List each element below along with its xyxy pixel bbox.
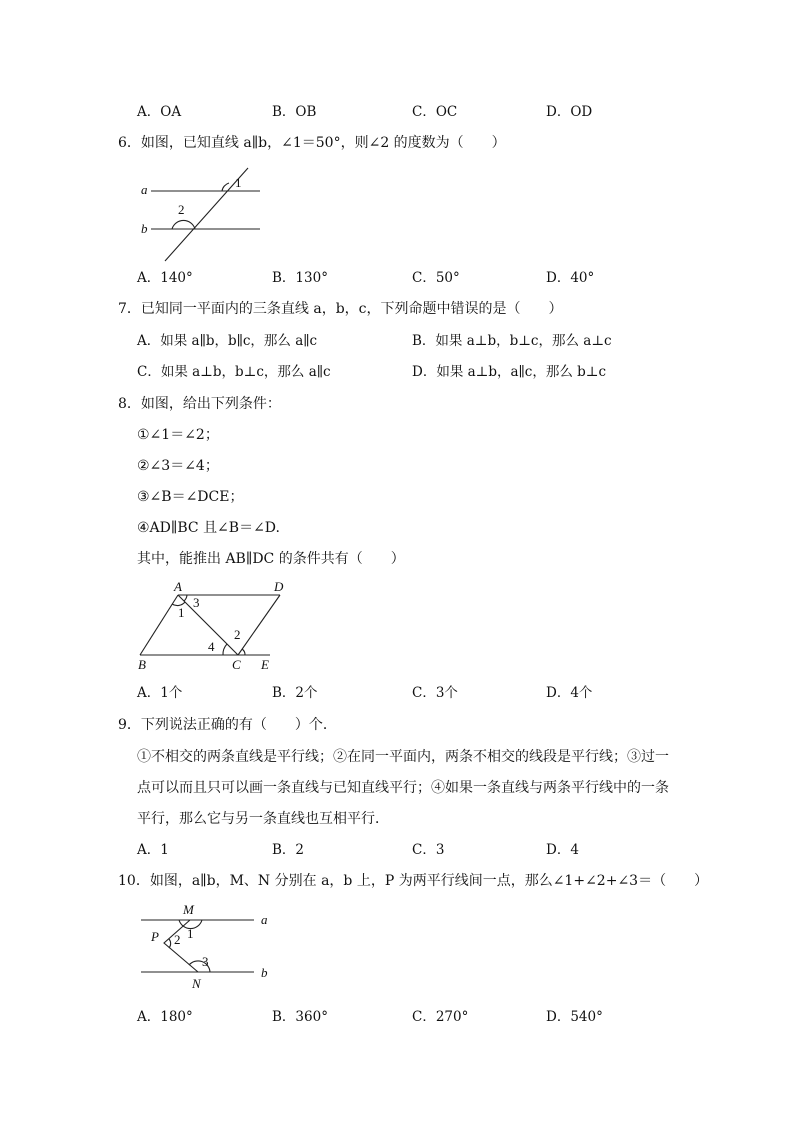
q8-option-d[interactable]: D．4个 — [546, 685, 593, 701]
q5-option-a[interactable]: A．OA — [137, 104, 182, 120]
q10-label-angle2: 2 — [174, 932, 181, 947]
q9-option-a[interactable]: A．1 — [137, 842, 169, 858]
q8-label-angle4: 4 — [208, 639, 215, 654]
q8-option-a[interactable]: A．1个 — [137, 685, 183, 701]
q9-body-line-2: 点可以而且只可以画一条直线与已知直线平行；④如果一条直线与两条平行线中的一条 — [137, 780, 669, 796]
q6-option-c[interactable]: C．50° — [412, 270, 460, 286]
q6-option-b[interactable]: B．130° — [272, 270, 328, 286]
q6-label-a: a — [141, 182, 148, 197]
q8-label-b: B — [138, 657, 146, 672]
q10-label-angle3: 3 — [202, 954, 209, 969]
q8-label-c: C — [232, 657, 241, 672]
q9-body-line-1: ①不相交的两条直线是平行线；②在同一平面内，两条不相交的线段是平行线；③过一 — [137, 749, 669, 765]
q10-angle2-arc — [169, 939, 171, 948]
q10-option-a[interactable]: A．180° — [137, 1009, 193, 1025]
q9-option-c[interactable]: C．3 — [412, 842, 445, 858]
q8-question: 其中，能推出 AB∥DC 的条件共有（ ） — [137, 551, 405, 567]
q7-option-b[interactable]: B．如果 a⊥b，b⊥c，那么 a⊥c — [412, 333, 612, 349]
q10-label-n: N — [192, 976, 201, 991]
q5-option-d[interactable]: D．OD — [546, 104, 593, 120]
q8-label-angle3: 3 — [193, 595, 200, 610]
q6-option-a[interactable]: A．140° — [137, 270, 193, 286]
q10-label-m: M — [183, 902, 194, 917]
q8-condition-2: ②∠3＝∠4； — [137, 458, 219, 474]
q6-label-angle2: 2 — [178, 202, 185, 217]
q10-label-angle1: 1 — [187, 926, 194, 941]
q5-option-b[interactable]: B．OB — [272, 104, 317, 120]
q10-stem: 10．如图，a∥b，M、N 分别在 a，b 上，P 为两平行线间一点，那么∠1+∠2+∠3＝（ ） — [118, 873, 709, 889]
q10-option-c[interactable]: C．270° — [412, 1009, 469, 1025]
q8-condition-1: ①∠1＝∠2； — [137, 427, 219, 443]
q8-angle3-arc — [184, 595, 187, 601]
q10-label-a: a — [261, 912, 268, 927]
q8-figure — [134, 578, 284, 673]
q8-angle4-arc — [223, 644, 227, 655]
q6-figure — [136, 162, 271, 262]
q10-label-b: b — [261, 965, 268, 980]
q7-option-d[interactable]: D．如果 a⊥b，a∥c，那么 b⊥c — [412, 364, 607, 380]
q6-stem: 6．如图，已知直线 a∥b，∠1＝50°，则∠2 的度数为（ ） — [118, 135, 506, 151]
q9-option-d[interactable]: D．4 — [546, 842, 579, 858]
q10-option-b[interactable]: B．360° — [272, 1009, 328, 1025]
q7-option-a[interactable]: A．如果 a∥b，b∥c，那么 a∥c — [137, 333, 318, 349]
q8-option-b[interactable]: B．2个 — [272, 685, 318, 701]
q7-stem: 7．已知同一平面内的三条直线 a，b，c，下列命题中错误的是（ ） — [118, 301, 563, 317]
q8-label-a: A — [174, 579, 182, 594]
q8-label-angle1: 1 — [178, 605, 185, 620]
q8-label-d: D — [274, 579, 284, 594]
q8-condition-4: ④AD∥BC 且∠B＝∠D. — [137, 520, 280, 536]
q6-angle2-arc — [172, 220, 195, 229]
q8-label-e: E — [261, 657, 269, 672]
q6-label-angle1: 1 — [235, 175, 242, 190]
q9-body-line-3: 平行，那么它与另一条直线也互相平行． — [137, 811, 389, 827]
q6-option-d[interactable]: D．40° — [546, 270, 595, 286]
q10-option-d[interactable]: D．540° — [546, 1009, 603, 1025]
q8-label-angle2: 2 — [234, 627, 241, 642]
q8-option-c[interactable]: C．3个 — [412, 685, 458, 701]
q8-angle2-arc — [242, 649, 245, 655]
q6-label-b: b — [141, 221, 148, 236]
q8-condition-3: ③∠B＝∠DCE； — [137, 489, 244, 505]
q10-figure — [136, 900, 276, 995]
q5-option-c[interactable]: C．OC — [412, 104, 458, 120]
q7-option-c[interactable]: C．如果 a⊥b，b⊥c，那么 a∥c — [137, 364, 331, 380]
q8-stem: 8．如图，给出下列条件： — [118, 396, 281, 412]
q9-option-b[interactable]: B．2 — [272, 842, 305, 858]
q9-stem: 9．下列说法正确的有（ ）个． — [118, 717, 337, 733]
q10-label-p: P — [151, 929, 159, 944]
q8-line-dc — [238, 595, 280, 655]
